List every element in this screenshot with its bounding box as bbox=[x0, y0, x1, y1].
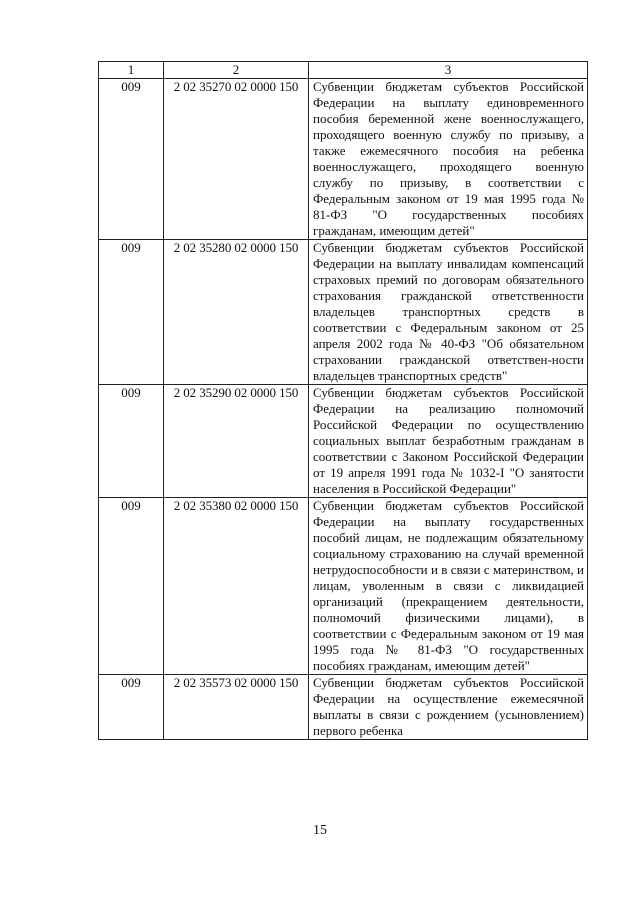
kbk-code-cell: 2 02 35270 02 0000 150 bbox=[164, 79, 309, 240]
column-header-1: 1 bbox=[99, 62, 164, 79]
kbk-code-cell: 2 02 35573 02 0000 150 bbox=[164, 675, 309, 740]
admin-code-cell: 009 bbox=[99, 675, 164, 740]
table-row bbox=[99, 79, 588, 240]
page-number: 15 bbox=[313, 823, 327, 838]
description-cell: Субвенции бюджетам субъектов Российской Федерации на выплату единовременного пособия беременной жене военнослужащего, проходящего военную службу по призыву, а также ежемесячного пособия на ребенка военнослужащего, проходящего военную службу по призыву, в соответствии с Федеральным законом от 19 мая 1995 года № 81-ФЗ "О государственных пособиях гражданам, имеющим детей" bbox=[309, 79, 588, 240]
admin-code-cell: 009 bbox=[99, 385, 164, 498]
table-header-row bbox=[99, 62, 588, 79]
description-cell: Субвенции бюджетам субъектов Российской Федерации на реализацию полномочий Российской Федерации по осуществлению социальных выплат безработным гражданам в соответствии с Законом Российской Федерации от 19 апреля 1991 года № 1032-I "О занятости населения в Российской Федерации" bbox=[309, 385, 588, 498]
admin-code-cell: 009 bbox=[99, 240, 164, 385]
admin-code-cell: 009 bbox=[99, 79, 164, 240]
description-cell: Субвенции бюджетам субъектов Российской Федерации на осуществление ежемесячной выплаты в связи с рождением (усыновлением) первого ребенка bbox=[309, 675, 588, 740]
description-cell: Субвенции бюджетам субъектов Российской Федерации на выплату государственных пособий лицам, не подлежащим обязательному социальному страхованию на случай временной нетрудоспособности и в связи с материнством, и лицам, уволенным в связи с ликвидацией организаций (прекращением деятельности, полномочий физическими лицами), в соответствии с Федеральным законом от 19 мая 1995 года № 81-ФЗ "О государственных пособиях гражданам, имеющим детей" bbox=[309, 498, 588, 675]
column-header-2: 2 bbox=[164, 62, 309, 79]
table-row bbox=[99, 498, 588, 675]
description-cell: Субвенции бюджетам субъектов Российской Федерации на выплату инвалидам компенсаций страховых премий по договорам обязательного страхования гражданской ответственности владельцев транспортных средств в соответствии с Федеральным законом от 25 апреля 2002 года № 40-ФЗ "Об обязательном страховании гражданской ответствен-ности владельцев транспортных средств" bbox=[309, 240, 588, 385]
kbk-code-cell: 2 02 35290 02 0000 150 bbox=[164, 385, 309, 498]
admin-code-cell: 009 bbox=[99, 498, 164, 675]
table-row bbox=[99, 385, 588, 498]
table-row bbox=[99, 675, 588, 740]
table-row bbox=[99, 240, 588, 385]
column-header-3: 3 bbox=[309, 62, 588, 79]
budget-code-table bbox=[98, 61, 588, 740]
kbk-code-cell: 2 02 35280 02 0000 150 bbox=[164, 240, 309, 385]
kbk-code-cell: 2 02 35380 02 0000 150 bbox=[164, 498, 309, 675]
